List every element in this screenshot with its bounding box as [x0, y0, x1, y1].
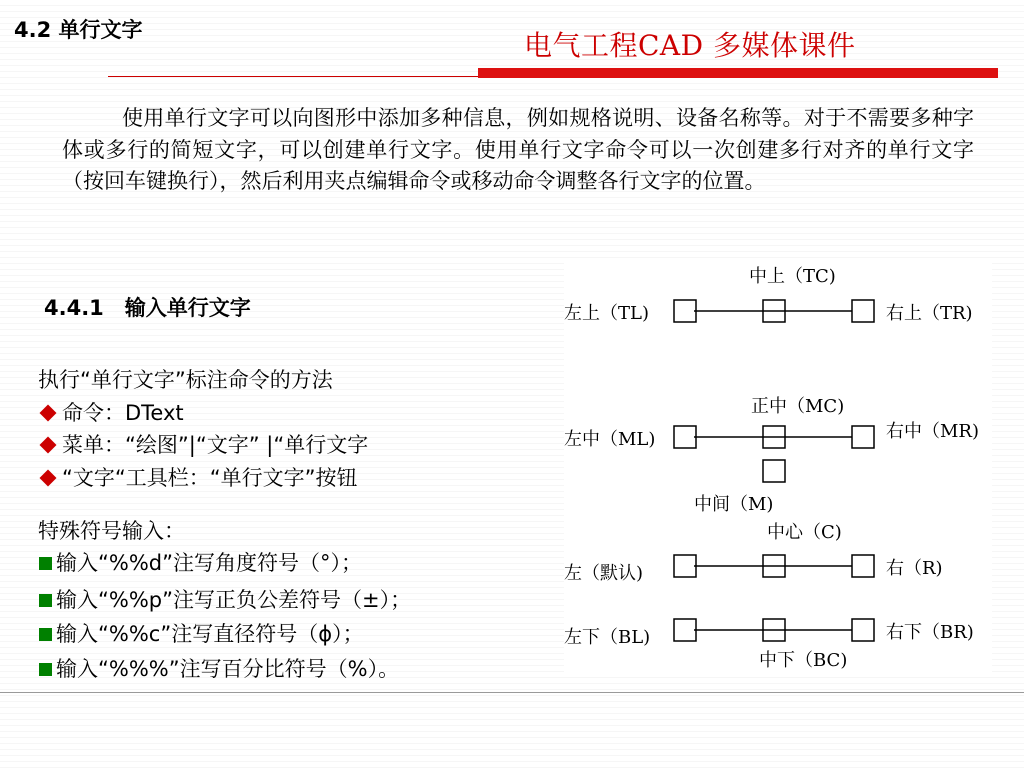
symbols-heading: 特殊符号输入： [38, 519, 185, 543]
method-text: 菜单：“绘图”|“文字” |“单行文字 [62, 433, 369, 457]
diamond-bullet-icon [40, 437, 57, 454]
square-bullet-icon [39, 628, 52, 641]
label-left: 左（默认) [564, 563, 644, 584]
text-alignment-diagram [564, 262, 992, 674]
grip-bl [674, 619, 696, 641]
label-bl: 左下（BL) [564, 627, 651, 648]
alignment-diagram-svg [564, 262, 992, 674]
label-tl: 左上（TL) [564, 303, 649, 324]
section-title: 4.2 单行文字 [14, 18, 143, 42]
symbol-item [38, 547, 362, 577]
grip-tr [852, 300, 874, 322]
header-divider-thin [108, 76, 480, 77]
label-tc: 中上（TC) [749, 266, 836, 287]
square-bullet-icon [39, 663, 52, 676]
diamond-bullet-icon [40, 405, 57, 422]
footer-divider [0, 692, 1024, 693]
label-mc: 正中（MC) [751, 396, 845, 417]
symbol-text: 输入“%%p”注写正负公差符号（±）； [56, 588, 412, 612]
grip-left [674, 555, 696, 577]
method-text: “文字“工具栏：“单行文字”按钮 [62, 466, 358, 490]
label-tr: 右上（TR) [886, 303, 973, 324]
grip-ml [674, 426, 696, 448]
subsection-title: 4.4.1 输入单行文字 [44, 296, 251, 320]
symbol-item [38, 653, 399, 683]
square-bullet-icon [39, 594, 52, 607]
method-item [38, 429, 368, 459]
label-ml: 左中（ML) [564, 429, 656, 450]
symbol-text: 输入“%%%”注写百分比符号（%）。 [56, 657, 400, 681]
header-divider-bar [478, 68, 998, 78]
grip-tl [674, 300, 696, 322]
brand-title: 电气工程CAD 多媒体课件 [524, 29, 856, 62]
grip-m [763, 460, 785, 482]
label-c: 中心（C) [767, 522, 842, 543]
symbol-text: 输入“%%d”注写角度符号（°）； [56, 551, 362, 575]
grip-right [852, 555, 874, 577]
label-m: 中间（M) [694, 494, 774, 515]
square-bullet-icon [39, 557, 52, 570]
method-item [38, 397, 184, 427]
label-bc: 中下（BC) [759, 650, 848, 671]
diamond-bullet-icon [40, 470, 57, 487]
methods-heading: 执行“单行文字”标注命令的方法 [38, 368, 333, 392]
method-text: 命令：DText [62, 401, 184, 425]
symbol-item [38, 618, 364, 648]
method-item [38, 462, 358, 492]
intro-paragraph: 使用单行文字可以向图形中添加多种信息，例如规格说明、设备名称等。对于不需要多种字体或多行的简短文字，可以创建单行文字。使用单行文字命令可以一次创建多行对齐的单行文字（按回车键换行），然后利用夹点编辑命令或移动命令调整各行文字的位置。 [62, 106, 974, 193]
label-mr: 右中（MR) [886, 421, 980, 442]
label-right: 右（R) [886, 558, 943, 579]
grip-mr [852, 426, 874, 448]
label-br: 右下（BR) [886, 622, 974, 643]
symbol-text: 输入“%%c”注写直径符号（ϕ）； [56, 622, 364, 646]
symbol-item [38, 584, 411, 614]
grip-br [852, 619, 874, 641]
